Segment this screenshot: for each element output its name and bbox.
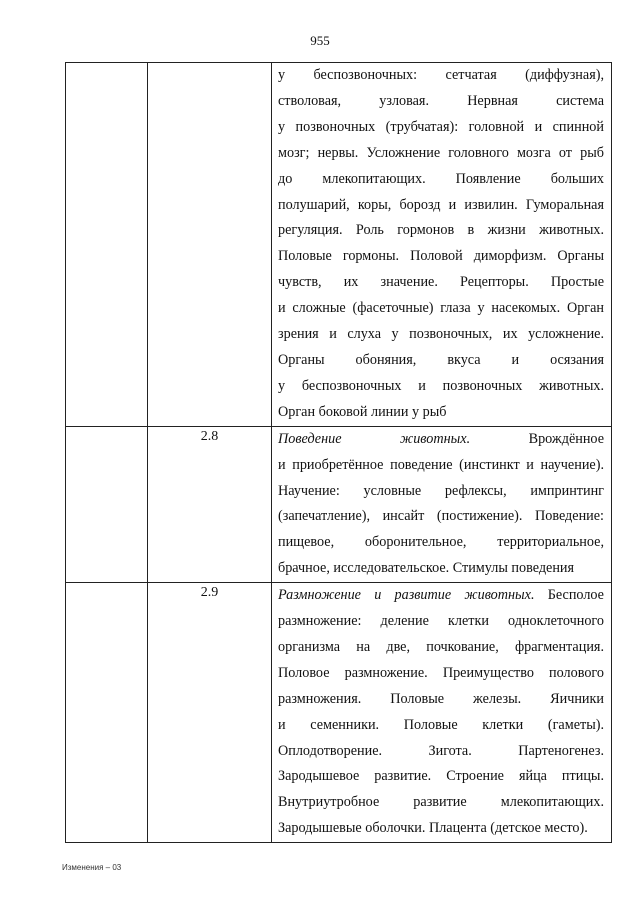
text-line: и приобретённое поведение (инстинкт и научение).	[278, 456, 604, 473]
text-line: Зародышевое развитие. Строение яйца птицы.	[278, 768, 604, 785]
text-line: у беспозвоночных и позвоночных животных.	[278, 377, 604, 394]
text-line: стволовая, узловая. Нервная система	[278, 92, 604, 109]
footer-revision: Изменения – 03	[62, 863, 122, 872]
section-text	[272, 583, 612, 843]
text-line: чувств, их значение. Рецепторы. Простые	[278, 274, 604, 291]
table-row	[66, 63, 612, 427]
text-line: Научение: условные рефлексы, импринтинг	[278, 482, 604, 499]
empty-cell	[66, 63, 148, 427]
section-number	[148, 63, 272, 427]
section-number: 2.9	[148, 583, 272, 843]
empty-cell	[66, 583, 148, 843]
text-line: регуляция. Роль гормонов в жизни животных.	[278, 222, 604, 239]
text-line: Половые гормоны. Половой диморфизм. Органы	[278, 248, 604, 265]
table-row	[66, 583, 612, 843]
text-line: размножения. Половые железы. Яичники	[278, 690, 604, 707]
text-line: зрения и слуха у позвоночных, их усложнение.	[278, 326, 604, 343]
text-line: (запечатление), инсайт (постижение). Поведение:	[278, 508, 604, 525]
text-line: у беспозвоночных: сетчатая (диффузная),	[278, 67, 604, 83]
empty-cell	[66, 426, 148, 582]
text-line: полушарий, коры, борозд и извилин. Гуморальная	[278, 196, 604, 213]
content-table	[65, 62, 612, 843]
section-number: 2.8	[148, 426, 272, 582]
text-line: организма на две, почкование, фрагментация.	[278, 638, 604, 655]
text-line: Оплодотворение. Зигота. Партеногенез.	[278, 742, 604, 759]
text-line: Орган боковой линии у рыб	[278, 403, 447, 420]
text-line: мозг; нервы. Усложнение головного мозга от рыб	[278, 144, 604, 161]
text-line: и семенники. Половые клетки (гаметы).	[278, 716, 604, 733]
section-heading-line	[278, 427, 604, 453]
text-line: Органы обоняния, вкуса и осязания	[278, 351, 604, 368]
text-line: и сложные (фасеточные) глаза у насекомых. Орган	[278, 300, 604, 317]
section-heading-line	[278, 583, 604, 609]
text-line: размножение: деление клетки одноклеточного	[278, 613, 604, 630]
page-number: 955	[310, 33, 330, 48]
text-line: до млекопитающих. Появление больших	[278, 170, 604, 187]
section-title-rest: Бесполое	[534, 587, 604, 604]
section-text	[272, 426, 612, 582]
table-row	[66, 426, 612, 582]
text-line: пищевое, оборонительное, территориальное,	[278, 534, 604, 551]
text-line: Внутриутробное развитие млекопитающих.	[278, 794, 604, 811]
text-line: Зародышевые оболочки. Плацента (детское место).	[278, 820, 588, 837]
section-title: Размножение и развитие животных.	[278, 587, 535, 604]
text-line: Половое размножение. Преимущество полового	[278, 664, 604, 681]
section-text	[272, 63, 612, 427]
text-line: у позвоночных (трубчатая): головной и спинной	[278, 118, 604, 135]
section-title-rest: Врождённое	[470, 430, 604, 447]
section-title: Поведение животных.	[278, 430, 471, 447]
text-line: брачное, исследовательское. Стимулы поведения	[278, 560, 575, 577]
